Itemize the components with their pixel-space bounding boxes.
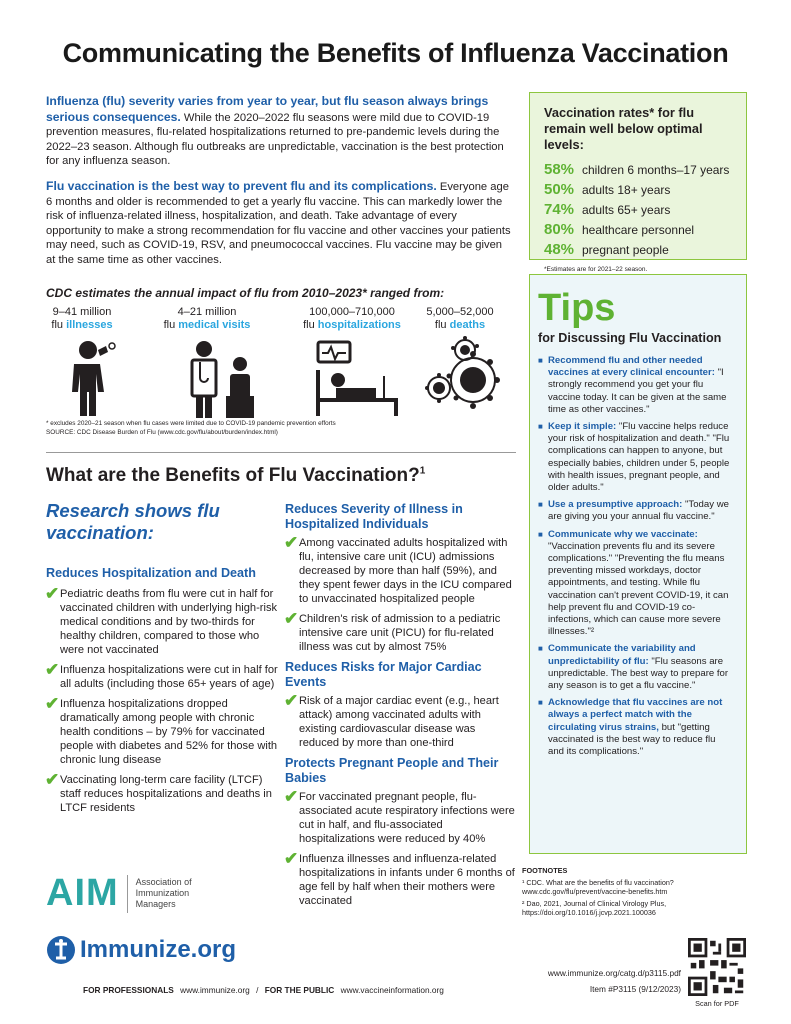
stat-medical-visits xyxy=(152,306,262,332)
rate-row xyxy=(544,161,736,181)
tips-title: Tips xyxy=(538,287,616,329)
rate-pct: 50% xyxy=(544,181,575,198)
bullet-icon: ■ xyxy=(538,422,543,432)
tip-item xyxy=(538,355,736,416)
benefits-title-text: What are the Benefits of Flu Vaccination? xyxy=(46,465,420,486)
benefits-column-2 xyxy=(285,502,517,914)
tip-item xyxy=(538,643,736,692)
col2-heading-cardiac: Reduces Risks for Major Cardiac Events xyxy=(285,660,482,689)
checkmark-icon: ✔ xyxy=(45,770,60,789)
tip-bold: Keep it simple: xyxy=(548,421,617,433)
stat-prefix: flu xyxy=(163,319,179,331)
rate-row xyxy=(544,181,736,201)
vaccination-rates-box xyxy=(529,92,747,273)
bullet-icon: ■ xyxy=(538,529,543,539)
scan-label: Scan for PDF xyxy=(695,999,739,1008)
sick-person-icon xyxy=(60,338,120,418)
tip-bold: Recommend flu and other needed vaccines at every clinical encounter: xyxy=(548,355,715,379)
tip-text: "Vaccination prevents flu and its severe complications." "Preventing the flu means preventing missed workdays, doctor appointments, and testing. While flu vaccination can't prevent COVID-19, it can help prevent flu and COVID-19 co-infections, which can cause more severe illnesses."² xyxy=(548,540,729,638)
stat-range: 5,000–52,000 xyxy=(426,306,494,318)
rate-label: healthcare personnel xyxy=(582,223,695,237)
page-title: Communicating the Benefits of Influenza Vaccination xyxy=(62,38,729,68)
rate-row xyxy=(544,241,736,261)
col2-heading-pregnant: Protects Pregnant People and Their Babies xyxy=(285,756,499,785)
bullet-icon: ■ xyxy=(538,644,543,654)
catalog-link[interactable]: www.immunize.org/catg.d/p3115.pdf xyxy=(547,968,681,978)
rates-note: *Estimates are for 2021–22 season. xyxy=(544,266,648,273)
stat-range: 100,000–710,000 xyxy=(309,306,395,318)
list-item xyxy=(45,584,278,657)
public-link[interactable]: www.vaccineinformation.org xyxy=(340,985,444,995)
stat-prefix: flu xyxy=(434,319,450,331)
rate-pct: 80% xyxy=(544,221,575,238)
public-label: FOR THE PUBLIC xyxy=(264,985,335,995)
rates-heading: Vaccination rates* for flu remain well below optimal levels: xyxy=(544,105,703,152)
stat-hospitalizations xyxy=(297,306,407,332)
aim-logo[interactable] xyxy=(46,872,206,915)
checkmark-icon: ✔ xyxy=(284,849,299,868)
tip-text: "Flu seasons are unpredictable. The best way to prepare for any season is to get a flu vaccine." xyxy=(548,655,729,692)
intro-body-2: Everyone age 6 months and older is recommended to get a yearly flu vaccine. This can markedly lower the risk of influenza-related illness, hospitalization, and death. Take advantage of every opportunity to make a strong recommendation for flu vaccine and other vaccines your patients may need, such as COVID-19, RSV, and pneumococcal vaccines. Flu vaccine may be given at the same time as other vaccines. xyxy=(46,180,511,266)
list-item xyxy=(284,849,517,908)
intro xyxy=(46,94,514,278)
item-text: Risk of a major cardiac event (e.g., heart attack) among vaccinated adults with existing cardiovascular disease was reduced by more than one-third xyxy=(299,695,499,749)
tip-bold: Acknowledge that flu vaccines are not always a perfect match with the circulating virus strains, xyxy=(548,697,723,733)
rate-label: pregnant people xyxy=(582,243,669,257)
rate-pct: 58% xyxy=(544,161,575,178)
benefits-title-sup: 1 xyxy=(419,465,426,477)
tips-subtitle: for Discussing Flu Vaccination xyxy=(538,331,722,345)
rate-pct: 74% xyxy=(544,201,575,218)
list-item xyxy=(284,691,517,750)
impact-heading: CDC estimates the annual impact of flu from 2010–2023* ranged from: xyxy=(46,286,445,300)
intro-lead-1: Influenza (flu) severity varies from year to year, but flu season always brings serious consequences. xyxy=(46,94,489,124)
rate-label: adults 65+ years xyxy=(582,203,671,217)
stat-highlight: illnesses xyxy=(66,319,113,331)
tip-text: "I strongly recommend you get your flu vaccine today. It can be given at the same time as other vaccines." xyxy=(548,367,727,415)
item-text: Among vaccinated adults hospitalized with flu, intensive care unit (ICU) admissions decreased by more than half (59%), and they spent fewer days in the ICU compared to unvaccinated hospitalized people xyxy=(299,537,512,605)
tip-text: "Flu vaccine helps reduce your risk of hospitalization and death." "Flu complications can happen to anyone, but especially babies, children under 5, people with health issues, pregnant people, and older adults." xyxy=(548,421,730,494)
stat-range: 9–41 million xyxy=(52,306,112,318)
list-item xyxy=(284,609,517,654)
stat-highlight: medical visits xyxy=(178,319,251,331)
tip-bold: Use a presumptive approach: xyxy=(548,499,683,511)
checkmark-icon: ✔ xyxy=(284,787,299,806)
immunize-logo[interactable] xyxy=(46,935,236,965)
qr-code-icon[interactable] xyxy=(688,938,746,996)
impact-source: SOURCE: CDC Disease Burden of Flu (www.cdc.gov/flu/about/burden/index.html) xyxy=(46,428,278,436)
stat-prefix: flu xyxy=(51,319,67,331)
stat-prefix: flu xyxy=(303,319,318,331)
checkmark-icon: ✔ xyxy=(45,584,60,603)
checkmark-icon: ✔ xyxy=(284,609,299,628)
bullet-icon: ■ xyxy=(538,500,543,510)
rate-pct: 48% xyxy=(544,241,575,258)
footnotes-heading: FOOTNOTES xyxy=(522,866,568,875)
checkmark-icon: ✔ xyxy=(284,691,299,710)
item-text: Pediatric deaths from flu were cut in half for vaccinated children with underlying high-risk medical conditions and by two-thirds for healthy children, compared to those who were not vaccinated xyxy=(60,588,278,656)
immunize-logo-text: Immunize.org xyxy=(80,936,237,963)
intro-lead-2: Flu vaccination is the best way to prevent flu and its complications. xyxy=(46,178,437,193)
rate-row xyxy=(544,221,736,241)
stat-range: 4–21 million xyxy=(177,306,237,318)
aim-full-name: Association of Immunization Managers xyxy=(135,877,192,909)
virus-icon xyxy=(425,336,505,420)
footnote-item: ¹ CDC. What are the benefits of flu vaccination? www.cdc.gov/flu/prevent/vaccine-benefits.htm xyxy=(522,878,674,896)
tip-bold: Communicate the variability and unpredictability of flu: xyxy=(548,643,696,667)
separator: / xyxy=(256,985,259,995)
tip-text: "Today we are giving you your annual flu vaccine." xyxy=(548,499,729,523)
logo-divider xyxy=(127,875,128,913)
footer-links xyxy=(83,985,444,995)
item-text: Influenza hospitalizations were cut in half for all adults (including those 65+ years of age) xyxy=(60,664,278,690)
tip-item xyxy=(538,697,736,758)
item-text: Influenza illnesses and influenza-related hospitalizations in infants under 6 months of age fell by half when their mothers were vaccinated xyxy=(299,853,515,907)
item-text: Influenza hospitalizations dropped dramatically among people with chronic health conditions – by 79% for vaccinated people with diabetes and 52% for those with chronic lung disease xyxy=(60,698,278,766)
item-text: For vaccinated pregnant people, flu-associated acute respiratory infections were cut in half, and flu-associated hospitalizations were reduced by 40% xyxy=(299,791,515,845)
footnote-item: ² Dao, 2021, Journal of Clinical Virology Plus, https://doi.org/10.1016/j.jcvp.2021.100036 xyxy=(522,899,667,917)
intro-body-1: While the 2020–2022 flu seasons were mild due to COVID-19 prevention measures, flu-related hospitalizations returned to pre-pandemic levels during the 2022–23 season. Although flu outbreaks are unpredictable, vaccination is the best protection for any influenza season. xyxy=(46,111,504,168)
item-text: Children's risk of admission to a pediatric intensive care unit (PICU) for flu-related illness was cut by almost 75% xyxy=(299,613,501,653)
col1-heading: Reduces Hospitalization and Death xyxy=(46,566,256,580)
item-number: Item #P3115 (9/12/2023) xyxy=(589,984,681,994)
pro-label: FOR PROFESSIONALS xyxy=(83,985,174,995)
doctor-visit-icon xyxy=(188,340,258,420)
list-item xyxy=(284,787,517,846)
hospital-bed-icon xyxy=(312,340,402,420)
pro-link[interactable]: www.immunize.org xyxy=(180,985,250,995)
catalog-info xyxy=(548,965,681,997)
checkmark-icon: ✔ xyxy=(45,660,60,679)
tip-bold: Communicate why we vaccinate: xyxy=(548,528,698,540)
rate-row xyxy=(544,201,736,221)
item-text: Vaccinating long-term care facility (LTCF) staff reduces hospitalizations and deaths in LTCF residents xyxy=(60,774,272,814)
stat-deaths xyxy=(405,306,515,332)
rate-label: adults 18+ years xyxy=(582,183,671,197)
tips-box xyxy=(529,274,747,854)
tip-item xyxy=(538,529,736,639)
benefits-title xyxy=(46,465,425,487)
list-item xyxy=(45,770,278,815)
tip-text: but "getting vaccinated is the best way to reduce flu and its complications." xyxy=(548,721,716,758)
rate-label: children 6 months–17 years xyxy=(582,163,730,177)
list-item xyxy=(45,660,278,691)
col2-heading-severity: Reduces Severity of Illness in Hospitalized Individuals xyxy=(285,502,463,531)
stat-highlight: hospitalizations xyxy=(317,319,401,331)
footnotes xyxy=(522,866,752,917)
bullet-icon: ■ xyxy=(538,698,543,708)
impact-footnote: * excludes 2020–21 season when flu cases were limited due to COVID-19 pandemic prevention efforts xyxy=(46,420,336,427)
impact-footnotes xyxy=(46,420,516,437)
stat-illnesses xyxy=(27,306,137,332)
checkmark-icon: ✔ xyxy=(284,533,299,552)
list-item xyxy=(284,533,517,606)
stat-highlight: deaths xyxy=(449,319,486,331)
research-heading: Research shows flu vaccination: xyxy=(46,500,220,543)
list-item xyxy=(45,694,278,767)
benefits-column-1 xyxy=(46,566,278,821)
tip-item xyxy=(538,421,736,494)
bullet-icon: ■ xyxy=(538,356,543,365)
tip-item xyxy=(538,499,736,523)
immunize-logo-icon xyxy=(46,935,76,965)
checkmark-icon: ✔ xyxy=(45,694,60,713)
aim-logo-text: AIM xyxy=(46,872,119,914)
divider xyxy=(46,452,516,453)
